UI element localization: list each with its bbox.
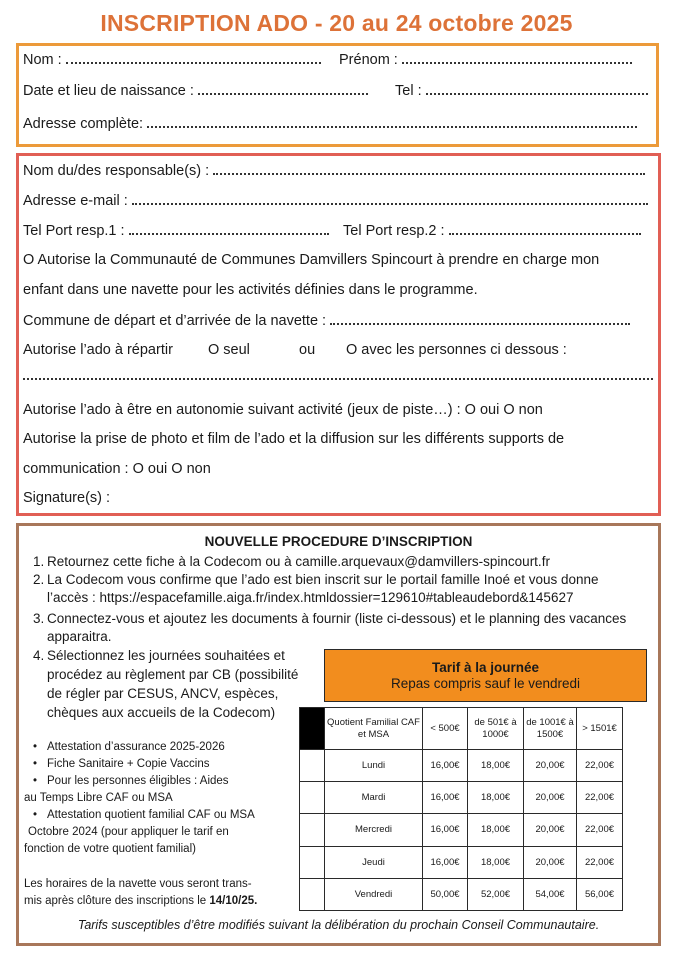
tarif-cell: 20,00€ — [524, 782, 577, 814]
step-1-text: Retournez cette fiche à la Codecom ou à camille.arquevaux@damvillers-spincourt.fr — [47, 554, 550, 569]
tarif-cell: 54,00€ — [524, 878, 577, 910]
tarif-cell: 22,00€ — [577, 750, 623, 782]
child-info-section — [16, 43, 659, 147]
signature-label: Signature(s) : — [23, 490, 111, 506]
tarif-head-col4: > 1501€ — [577, 708, 623, 750]
doc-quotient-cont1: Octobre 2024 (pour appliquer le tarif en — [28, 826, 229, 838]
table-row — [300, 814, 623, 846]
commune-dots — [330, 311, 630, 325]
navette-note-text: mis après clôture des inscriptions le — [24, 895, 210, 907]
tel1-field[interactable] — [23, 221, 329, 240]
step-2-text: La Codecom vous confirme que l’ado est bien inscrit sur le portail famille Inoé et vous donne — [47, 572, 599, 587]
table-row — [300, 846, 623, 878]
tarif-cell: 20,00€ — [524, 814, 577, 846]
adresse-dots — [147, 114, 637, 128]
navette-note-line2 — [24, 893, 257, 910]
tel2-dots — [449, 221, 641, 235]
step-2: 2. La Codecom vous confirme que l’ado est bien inscrit sur le portail famille Inoé et vous donne — [33, 572, 599, 587]
nom-field[interactable] — [23, 50, 321, 69]
tarif-cell: 20,00€ — [524, 750, 577, 782]
tarif-day: Jeudi — [325, 846, 423, 878]
naissance-dots — [198, 81, 368, 95]
tarif-cell: 16,00€ — [423, 814, 468, 846]
personnes-dots — [23, 366, 653, 380]
responsable-nom-field[interactable] — [23, 161, 645, 180]
doc-aides: • Pour les personnes éligibles : Aides — [47, 773, 229, 790]
tel1-dots — [129, 221, 329, 235]
tarif-day: Mercredi — [325, 814, 423, 846]
autorise-navette-line1[interactable]: O Autorise la Communauté de Communes Damvillers Spincourt à prendre en charge mon — [23, 252, 600, 268]
autonomie-line[interactable]: Autorise l’ado à être en autonomie suivant activité (jeux de piste…) : O oui O non — [23, 402, 543, 418]
repartir-label: Autorise l’ado à répartir — [23, 342, 173, 358]
tarif-cell: 18,00€ — [468, 846, 524, 878]
tarif-cell: 20,00€ — [524, 846, 577, 878]
day-checkbox-vendredi[interactable] — [300, 878, 325, 910]
step-3-text: Connectez-vous et ajoutez les documents à fournir (liste ci-dessous) et le planning des vacances — [47, 611, 627, 626]
tarif-table — [299, 707, 623, 911]
step-3: 3. Connectez-vous et ajoutez les documents à fournir (liste ci-dessous) et le planning des vacances — [33, 611, 627, 626]
prenom-dots — [402, 50, 632, 64]
tarif-subtitle: Repas compris sauf le vendredi — [390, 676, 581, 691]
commune-field[interactable] — [23, 311, 630, 330]
tarif-head-col3: de 1001€ à 1500€ — [524, 708, 577, 750]
responsable-section — [16, 153, 661, 516]
day-checkbox-mardi[interactable] — [300, 782, 325, 814]
autorise-navette-line2: enfant dans une navette pour les activités définies dans le programme. — [23, 282, 478, 298]
step-1: 1. Retournez cette fiche à la Codecom ou à camille.arquevaux@damvillers-spincourt.fr — [33, 554, 550, 569]
navette-note-line1: Les horaires de la navette vous seront trans- — [24, 878, 252, 890]
responsable-nom-dots — [213, 161, 645, 175]
tarif-cell: 16,00€ — [423, 750, 468, 782]
procedure-section — [16, 523, 661, 946]
naissance-field[interactable] — [23, 81, 368, 100]
tarif-day: Lundi — [325, 750, 423, 782]
nom-label: Nom : — [23, 52, 62, 68]
tarif-header — [324, 649, 647, 702]
table-row — [300, 782, 623, 814]
tarif-cell: 56,00€ — [577, 878, 623, 910]
tarif-day: Mardi — [325, 782, 423, 814]
tarif-cell: 18,00€ — [468, 814, 524, 846]
repartir-seul-option[interactable]: O seul — [208, 342, 250, 358]
photo-line1: Autorise la prise de photo et film de l’ado et la diffusion sur les différents supports de — [23, 431, 565, 447]
tel2-label: Tel Port resp.2 : — [343, 223, 445, 239]
step-4-text: Sélectionnez les journées souhaitées et — [47, 648, 285, 663]
tarif-cell: 16,00€ — [423, 846, 468, 878]
tarif-cell: 22,00€ — [577, 846, 623, 878]
adresse-label: Adresse complète: — [23, 116, 144, 132]
step-3-cont: apparaitra. — [47, 629, 112, 644]
commune-label: Commune de départ et d’arrivée de la navette : — [23, 313, 327, 329]
personnes-dots-field[interactable] — [23, 366, 653, 385]
table-row — [300, 878, 623, 910]
prenom-label: Prénom : — [339, 52, 398, 68]
doc-quotient: • Attestation quotient familial CAF ou MSA — [47, 807, 255, 824]
day-checkbox-mercredi[interactable] — [300, 814, 325, 846]
repartir-avec-option[interactable]: O avec les personnes ci dessous : — [346, 342, 567, 358]
step-4-cont-c: de régler par CESUS, ANCV, espèces, — [47, 686, 279, 701]
page-title: INSCRIPTION ADO - 20 au 24 octobre 2025 — [100, 10, 573, 36]
tel-label: Tel : — [395, 83, 422, 99]
tarifs-disclaimer: Tarifs susceptibles d’être modifiés suivant la délibération du prochain Conseil Communautaire. — [77, 918, 600, 932]
step-4-cont-d: chèques aux accueils de la Codecom) — [47, 705, 276, 720]
doc-aides-cont: au Temps Libre CAF ou MSA — [24, 792, 173, 804]
tarif-header-row — [300, 708, 623, 750]
tarif-cell: 52,00€ — [468, 878, 524, 910]
tarif-head-col2: de 501€ à 1000€ — [468, 708, 524, 750]
tarif-cell: 16,00€ — [423, 782, 468, 814]
email-label: Adresse e-mail : — [23, 193, 128, 209]
procedure-title: NOUVELLE PROCEDURE D’INSCRIPTION — [204, 534, 473, 549]
tarif-cell: 22,00€ — [577, 814, 623, 846]
tarif-corner-cell — [300, 708, 325, 750]
tarif-head-col1: < 500€ — [423, 708, 468, 750]
email-dots — [132, 191, 648, 205]
tarif-cell: 50,00€ — [423, 878, 468, 910]
adresse-field[interactable] — [23, 114, 637, 133]
step-4-cont-b: procédez au règlement par CB (possibilité — [47, 667, 299, 682]
email-field[interactable] — [23, 191, 648, 210]
tarif-title: Tarif à la journée — [431, 660, 540, 675]
day-checkbox-jeudi[interactable] — [300, 846, 325, 878]
tarif-day: Vendredi — [325, 878, 423, 910]
tarif-head-quotient: Quotient Familial CAF et MSA — [325, 708, 423, 750]
tel2-field[interactable] — [343, 221, 641, 240]
day-checkbox-lundi[interactable] — [300, 750, 325, 782]
doc-fiche-sanitaire: • Fiche Sanitaire + Copie Vaccins — [47, 756, 209, 773]
tarif-cell: 18,00€ — [468, 782, 524, 814]
tel-field[interactable] — [395, 81, 648, 100]
photo-line2[interactable]: communication : O oui O non — [23, 461, 211, 477]
navette-date: 14/10/25. — [209, 895, 258, 907]
step-4: 4. Sélectionnez les journées souhaitées et — [33, 648, 285, 663]
naissance-label: Date et lieu de naissance : — [23, 83, 194, 99]
tarif-cell: 22,00€ — [577, 782, 623, 814]
table-row — [300, 750, 623, 782]
prenom-field[interactable] — [339, 50, 632, 69]
repartir-ou: ou — [299, 342, 316, 358]
tarif-cell: 18,00€ — [468, 750, 524, 782]
step-2-link[interactable]: l’accès : https://espacefamille.aiga.fr/index.htmldossier=129610#tableaudebord&145627 — [47, 590, 574, 605]
responsable-nom-label: Nom du/des responsable(s) : — [23, 163, 210, 179]
doc-assurance: • Attestation d’assurance 2025-2026 — [47, 739, 225, 756]
nom-dots — [66, 50, 321, 64]
doc-quotient-cont2: fonction de votre quotient familial) — [24, 843, 196, 855]
tel-dots — [426, 81, 648, 95]
tel1-label: Tel Port resp.1 : — [23, 223, 125, 239]
